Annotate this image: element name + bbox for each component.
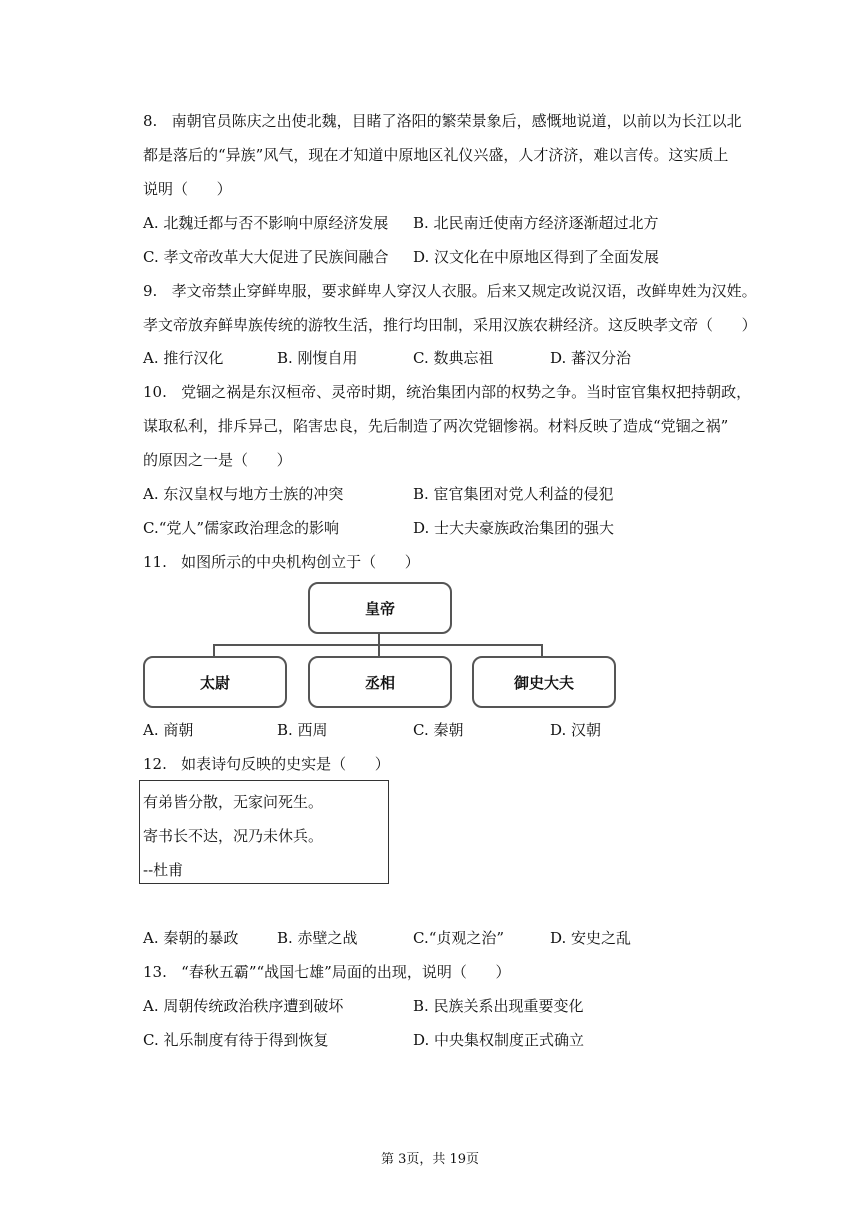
q10-stem-line-2: 谋取私利，排斥异己，陷害忠良，先后制造了两次党锢惨祸。材料反映了造成“党锢之祸” [143,417,729,435]
q13-option-b[interactable]: B. 民族关系出现重要变化 [413,997,584,1015]
diagram-box-emperor: 皇帝 [308,582,452,634]
q13-option-d[interactable]: D. 中央集权制度正式确立 [413,1031,585,1049]
poem-line-2: 寄书长不达，况乃未休兵。 [143,827,324,845]
q11-option-c[interactable]: C. 秦朝 [413,721,464,739]
q12-stem: 12. 如表诗句反映的史实是（ ） [143,755,390,773]
q10-option-d[interactable]: D. 士大夫豪族政治集团的强大 [413,519,615,537]
q13-option-a[interactable]: A. 周朝传统政治秩序遭到破坏 [143,997,344,1015]
q9-option-d[interactable]: D. 蕃汉分治 [550,349,632,367]
diagram-box-taiwei: 太尉 [143,656,287,708]
diagram-connector-middle [378,644,380,656]
q11-stem: 11. 如图所示的中央机构创立于（ ） [143,553,420,571]
q11-option-d[interactable]: D. 汉朝 [550,721,602,739]
q11-option-a[interactable]: A. 商朝 [143,721,194,739]
q9-option-b[interactable]: B. 刚愎自用 [277,349,358,367]
q9-stem-line-1: 9. 孝文帝禁止穿鲜卑服，要求鲜卑人穿汉人衣服。后来又规定改说汉语，改鲜卑姓为汉姓。 [143,282,757,300]
q8-stem-line-3: 说明（ ） [143,180,232,198]
poem-author: --杜甫 [143,861,184,879]
q9-option-c[interactable]: C. 数典忘祖 [413,349,494,367]
q13-stem: 13. “春秋五霸”“战国七雄”局面的出现，说明（ ） [143,963,511,981]
q10-option-a[interactable]: A. 东汉皇权与地方士族的冲突 [143,485,344,503]
q9-stem-line-2: 孝文帝放弃鲜卑族传统的游牧生活，推行均田制，采用汉族农耕经济。这反映孝文帝（ ） [143,316,757,334]
diagram-box-chengxiang: 丞相 [308,656,452,708]
q12-option-d[interactable]: D. 安史之乱 [550,929,632,947]
q10-option-c[interactable]: C.“党人”儒家政治理念的影响 [143,519,340,537]
q12-option-b[interactable]: B. 赤壁之战 [277,929,358,947]
q8-option-d[interactable]: D. 汉文化在中原地区得到了全面发展 [413,248,660,266]
poem-line-1: 有弟皆分散，无家问死生。 [143,793,324,811]
q10-stem-line-1: 10. 党锢之祸是东汉桓帝、灵帝时期，统治集团内部的权势之争。当时宦官集权把持朝政， [143,383,752,401]
page-number-footer: 第 3页，共 19页 [380,1152,480,1167]
q12-option-a[interactable]: A. 秦朝的暴政 [143,929,239,947]
q11-option-b[interactable]: B. 西周 [277,721,328,739]
diagram-connector-left [213,644,215,656]
q10-stem-line-3: 的原因之一是（ ） [143,451,292,469]
q13-option-c[interactable]: C. 礼乐制度有待于得到恢复 [143,1031,329,1049]
q8-option-a[interactable]: A. 北魏迁都与否不影响中原经济发展 [143,214,389,232]
diagram-box-yushidafu: 御史大夫 [472,656,616,708]
q10-option-b[interactable]: B. 宦官集团对党人利益的侵犯 [413,485,614,503]
q8-option-b[interactable]: B. 北民南迁使南方经济逐渐超过北方 [413,214,659,232]
q8-stem-line-1: 8. 南朝官员陈庆之出使北魏，目睹了洛阳的繁荣景象后，感慨地说道，以前以为长江以北 [143,112,742,130]
q8-option-c[interactable]: C. 孝文帝改革大大促进了民族间融合 [143,248,389,266]
poem-table [139,780,389,884]
q8-stem-line-2: 都是落后的“异族”风气，现在才知道中原地区礼仪兴盛，人才济济，难以言传。这实质上 [143,146,729,164]
q12-option-c[interactable]: C.“贞观之治” [413,929,505,947]
q9-option-a[interactable]: A. 推行汉化 [143,349,224,367]
diagram-connector-right [541,644,543,656]
